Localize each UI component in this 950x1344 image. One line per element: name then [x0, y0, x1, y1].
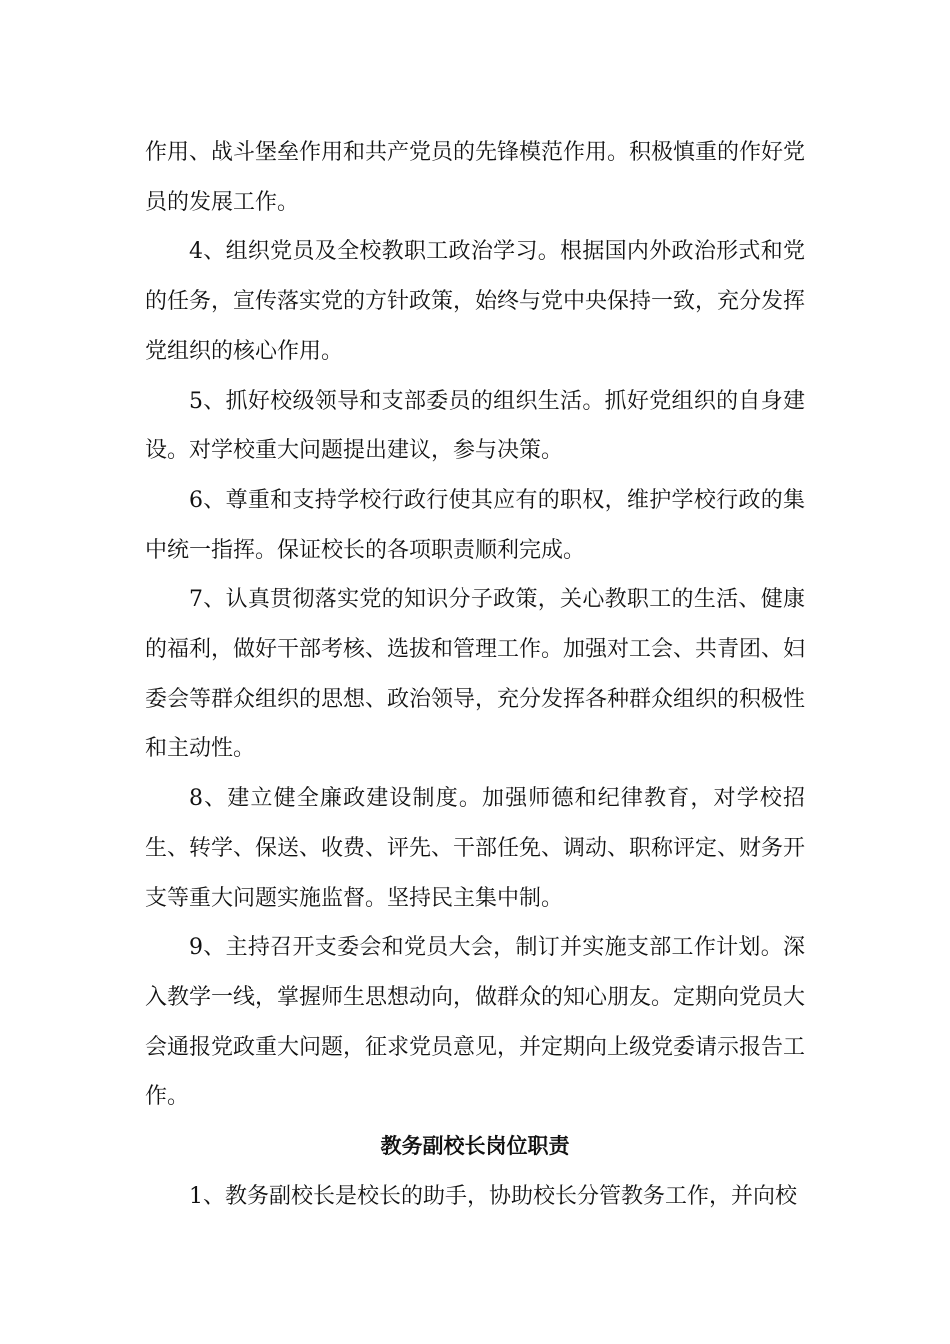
paragraph-item-6: 6、尊重和支持学校行政行使其应有的职权，维护学校行政的集中统一指挥。保证校长的各项职责顺利完成。 [145, 487, 805, 563]
paragraph-item-7: 7、认真贯彻落实党的知识分子政策，关心教职工的生活、健康的福利，做好干部考核、选拔和管理工作。加强对工会、共青团、妇委会等群众组织的思想、政治领导，充分发挥各种群众组织的积极性和主动性。 [145, 587, 806, 762]
document-body [145, 128, 805, 1221]
paragraph-continued: 作用、战斗堡垒作用和共产党员的先锋模范作用。积极慎重的作好党员的发展工作。 [145, 140, 806, 215]
paragraph-item-4: 4、组织党员及全校教职工政治学习。根据国内外政治形式和党的任务，宣传落实党的方针政策，始终与党中央保持一致，充分发挥党组织的核心作用。 [145, 239, 806, 364]
paragraph-item-9: 9、主持召开支委会和党员大会，制订并实施支部工作计划。深入教学一线，掌握师生思想动向，做群众的知心朋友。定期向党员大会通报党政重大问题，征求党员意见，并定期向上级党委请示报告工作。 [145, 935, 806, 1110]
section-heading: 教务副校长岗位职责 [380, 1134, 570, 1159]
section-paragraph-item-1: 1、教务副校长是校长的助手，协助校长分管教务工作，并向校 [189, 1183, 797, 1209]
paragraph-item-5: 5、抓好校级领导和支部委员的组织生活。抓好党组织的自身建设。对学校重大问题提出建议，参与决策。 [145, 388, 805, 464]
paragraph-item-8: 8、建立健全廉政建设制度。加强师德和纪律教育，对学校招生、转学、保送、收费、评先、干部任免、调动、职称评定、财务开支等重大问题实施监督。坚持民主集中制。 [145, 786, 806, 911]
